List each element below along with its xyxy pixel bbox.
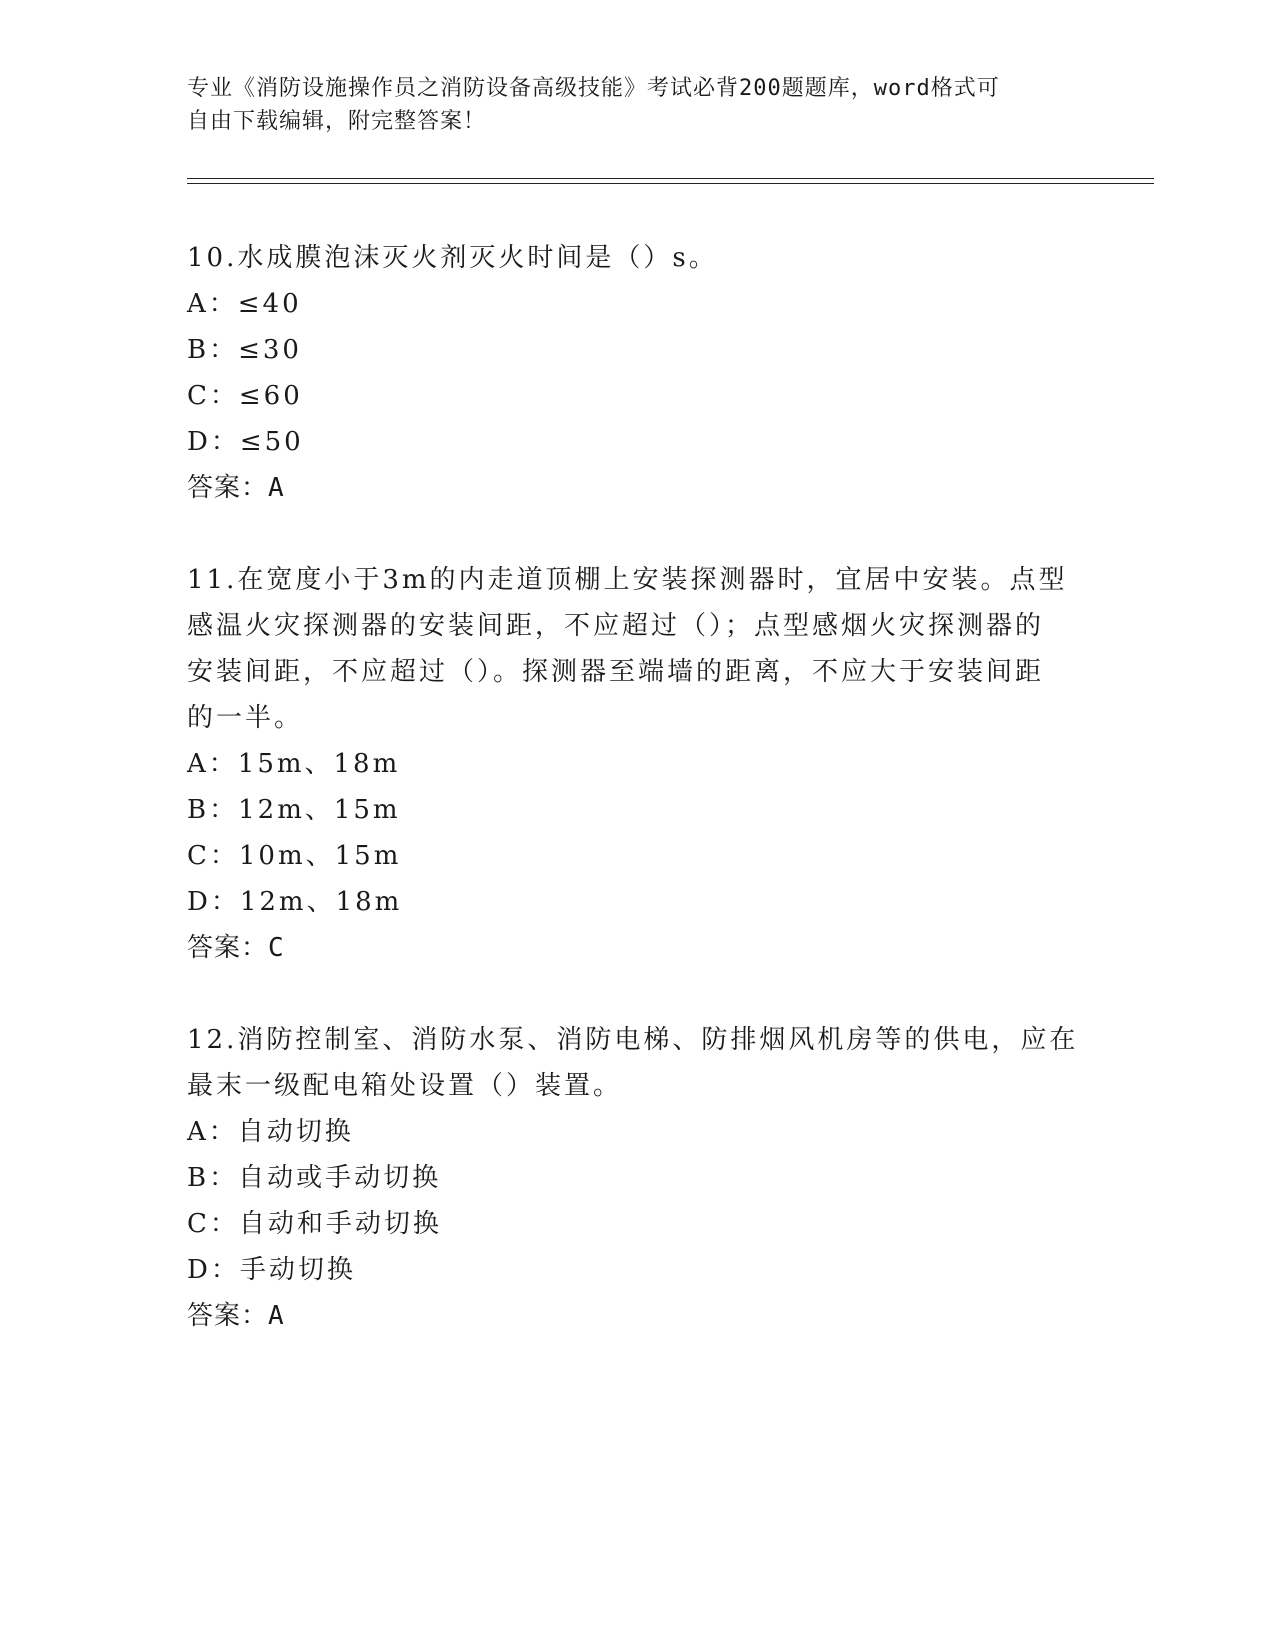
option-d: D：≤50: [187, 427, 304, 457]
question-list: [187, 235, 1087, 1385]
option-d: D：12m、18m: [187, 887, 403, 917]
option-b: B：≤30: [187, 335, 302, 365]
header-divider-top: [187, 178, 1154, 179]
document-header: [187, 72, 1087, 138]
option-d: D：手动切换: [187, 1255, 356, 1285]
question-text: [187, 1017, 1087, 1109]
option-b: B：12m、15m: [187, 795, 401, 825]
option-a: A：自动切换: [187, 1117, 354, 1147]
answer: 答案：A: [187, 1301, 285, 1331]
question-text-line: 感温火灾探测器的安装间距，不应超过（）；点型感烟火灾探测器的: [187, 611, 1045, 641]
question-text-line: 10.水成膜泡沫灭火剂灭火时间是（）s。: [187, 243, 718, 273]
question-10: [187, 235, 1087, 511]
question-text-line: 的一半。: [187, 703, 304, 733]
header-line-1: 专业《消防设施操作员之消防设备高级技能》考试必背200题题库，word格式可: [187, 76, 1000, 101]
header-divider-bottom: [187, 183, 1154, 184]
option-c: C：≤60: [187, 381, 303, 411]
header-line-2: 自由下载编辑，附完整答案！: [187, 109, 487, 134]
question-text-line: 11.在宽度小于3m的内走道顶棚上安装探测器时，宜居中安装。点型: [187, 565, 1068, 595]
question-12: [187, 1017, 1087, 1339]
question-text-line: 安装间距，不应超过（）。探测器至端墙的距离，不应大于安装间距: [187, 657, 1045, 687]
option-b: B：自动或手动切换: [187, 1163, 442, 1193]
option-a: A：≤40: [187, 289, 302, 319]
answer: 答案：A: [187, 473, 285, 503]
option-c: C：10m、15m: [187, 841, 402, 871]
question-text: [187, 557, 1087, 741]
question-11: [187, 557, 1087, 971]
option-a: A：15m、18m: [187, 749, 401, 779]
question-text-line: 最末一级配电箱处设置（）装置。: [187, 1071, 623, 1101]
question-text-line: 12.消防控制室、消防水泵、消防电梯、防排烟风机房等的供电，应在: [187, 1025, 1079, 1055]
question-text: [187, 235, 1087, 281]
option-c: C：自动和手动切换: [187, 1209, 442, 1239]
answer: 答案：C: [187, 933, 285, 963]
